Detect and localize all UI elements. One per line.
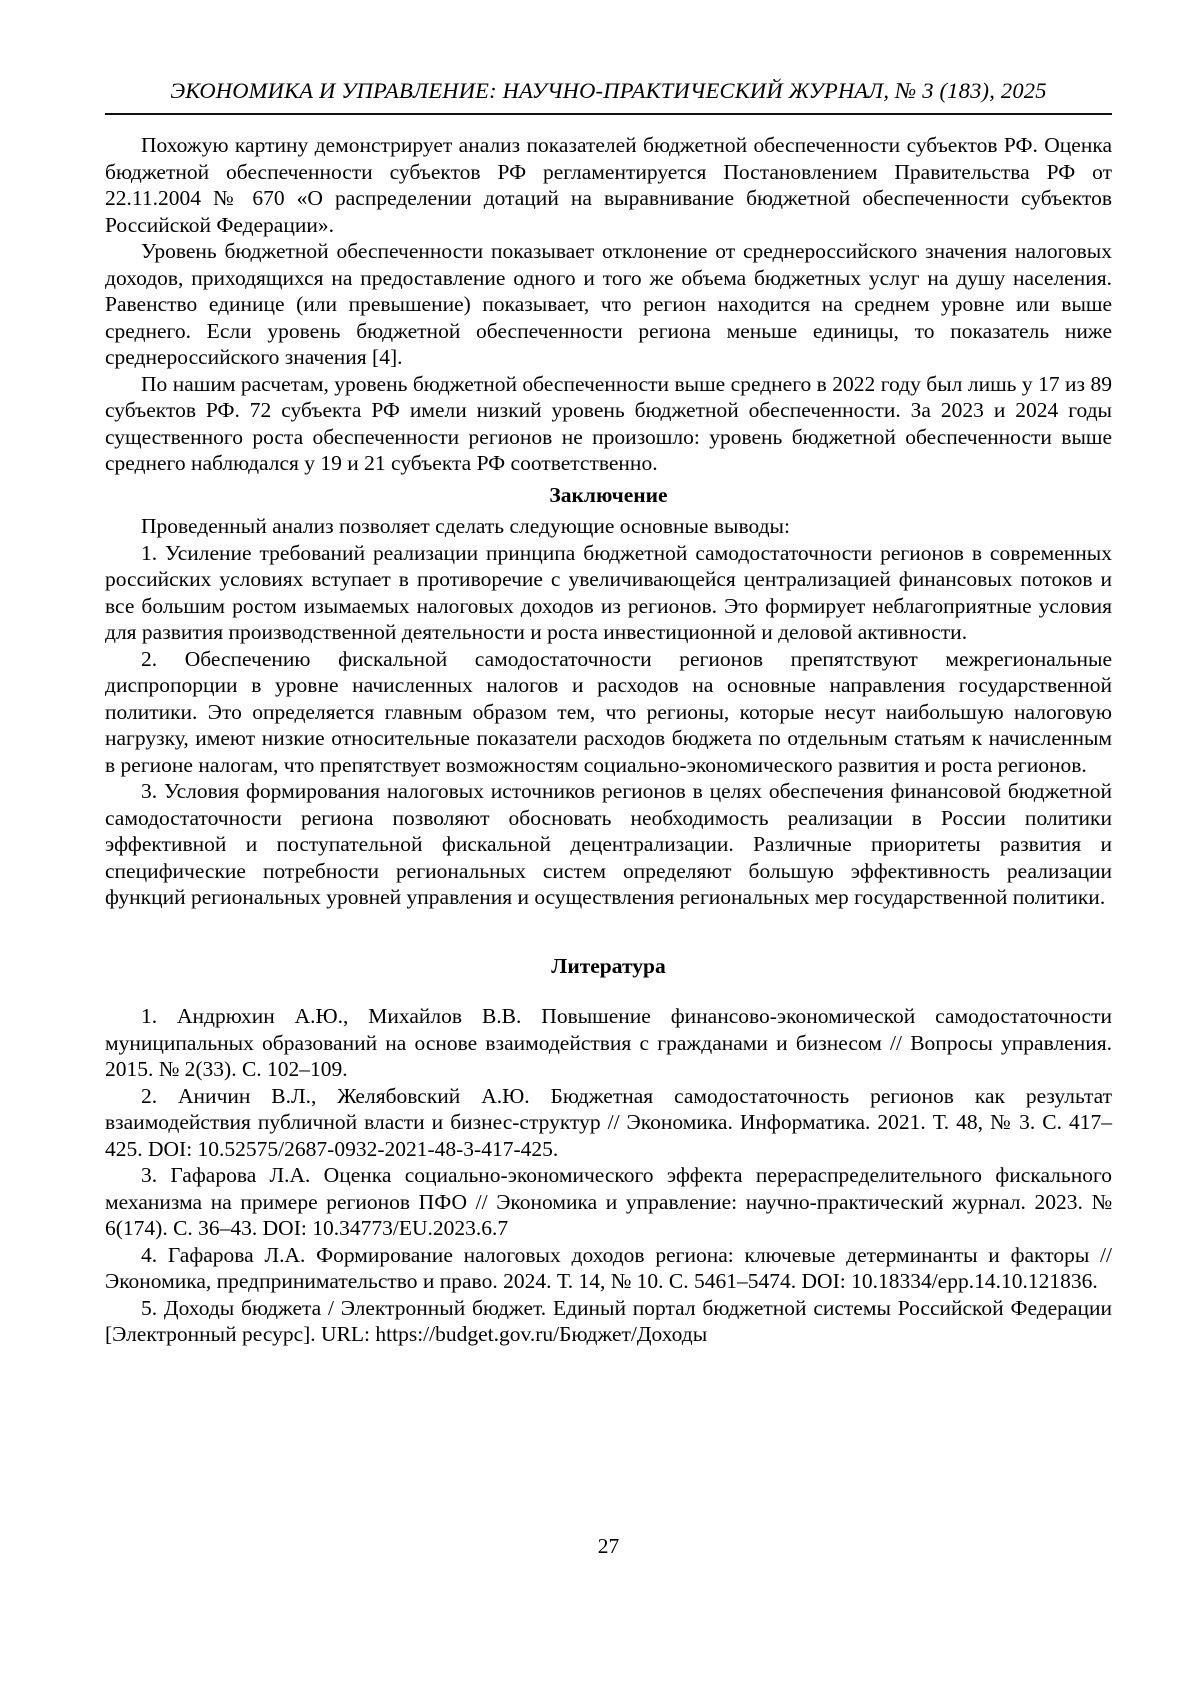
paragraph-budget-provision-intro: Похожую картину демонстрирует анализ показателей бюджетной обеспеченности субъектов РФ. Оценка бюджетной обеспеченности субъектов РФ регламентируется Постановлением Правительства РФ от 22.11.2004 № 670 «О распределении дотаций на выравнивание бюджетной обеспеченности субъектов Российской Федерации».: [105, 133, 1112, 237]
page-number: 27: [597, 1534, 620, 1558]
paragraph-budget-provision-calculations: По нашим расчетам, уровень бюджетной обеспеченности выше среднего в 2022 году был лишь у 17 из 89 субъектов РФ. 72 субъекта РФ имели низкий уровень бюджетной обеспеченности. За 2023 и 2024 годы существенного роста обеспеченности регионов не произошло: уровень бюджетной обеспеченности выше среднего наблюдался у 19 и 21 субъекта РФ соответственно.: [105, 371, 1112, 475]
conclusion-heading: Заключение: [549, 482, 668, 507]
reference-item-2: 2. Аничин В.Л., Желябовский А.Ю. Бюджетная самодостаточность регионов как результат взаимодействия публичной власти и бизнес-структур // Экономика. Информатика. 2021. Т. 48, № 3. С. 417–425. DOI: 10.52575/2687-0932-2021-48-3-417-425.: [105, 1083, 1112, 1161]
reference-item-3: 3. Гафарова Л.А. Оценка социально-экономического эффекта перераспределительного фискального механизма на примере регионов ПФО // Экономика и управление: научно-практический журнал. 2023. № 6(174). С. 36–43. DOI: 10.34773/EU.2023.6.7: [105, 1163, 1112, 1240]
conclusion-item-2: 2. Обеспечению фискальной самодостаточности регионов препятствуют межрегиональные диспропорции в уровне начисленных налогов и расходов на основные направления государственной политики. Это определяется главным образом тем, что регионы, которые несут наибольшую налоговую нагрузку, имеют низкие относительные показатели расходов бюджета по отдельным статьям к начисленным в регионе налогам, что препятствует возможностям социально-экономического развития и роста регионов.: [105, 646, 1112, 777]
paragraph-budget-provision-level: Уровень бюджетной обеспеченности показывает отклонение от среднероссийского значения налоговых доходов, приходящихся на предоставление одного и того же объема бюджетных услуг на душу населения. Равенство единице (или превышение) показывает, что регион находится на среднем уровне или выше среднего. Если уровень бюджетной обеспеченности региона меньше единицы, то показатель ниже среднероссийского значения [4].: [105, 239, 1112, 369]
reference-item-5: 5. Доходы бюджета / Электронный бюджет. Единый портал бюджетной системы Российской Федерации [Электронный ресурс]. URL: https://budget.gov.ru/Бюджет/Доходы: [105, 1295, 1112, 1346]
reference-item-4: 4. Гафарова Л.А. Формирование налоговых доходов региона: ключевые детерминанты и факторы // Экономика, предпринимательство и право. 2024. Т. 14, № 10. С. 5461–5474. DOI: 10.18334/epp.14.10.121836.: [105, 1242, 1112, 1293]
conclusion-lead: Проведенный анализ позволяет сделать следующие основные выводы:: [141, 514, 790, 538]
references-heading: Литература: [551, 953, 666, 978]
text-block: [105, 78, 1112, 1348]
article-body: [105, 132, 1112, 1348]
conclusion-item-1: 1. Усиление требований реализации принципа бюджетной самодостаточности регионов в современных российских условиях вступает в противоречие с увеличивающейся централизацией финансовых потоков и все большим ростом изымаемых налоговых доходов из регионов. Это формирует неблагоприятные условия для развития производственной деятельности и роста инвестиционной и деловой активности.: [105, 540, 1112, 644]
reference-item-1: 1. Андрюхин А.Ю., Михайлов В.В. Повышение финансово-экономической самодостаточности муниципальных образований на основе взаимодействия с гражданами и бизнесом // Вопросы управления. 2015. № 2(33). С. 102–109.: [105, 1004, 1112, 1081]
journal-title: ЭКОНОМИКА И УПРАВЛЕНИЕ: НАУЧНО-ПРАКТИЧЕСКИЙ ЖУРНАЛ, № 3 (183), 2025: [170, 78, 1047, 103]
journal-header: [105, 78, 1112, 115]
conclusion-item-3: 3. Условия формирования налоговых источников регионов в целях обеспечения финансовой бюджетной самодостаточности региона позволяют обосновать необходимость реализации в России политики эффективной и поступательной фискальной децентрализации. Различные приоритеты развития и специфические потребности региональных систем определяют большую эффективность реализации функций региональных уровней управления и осуществления региональных мер государственной политики.: [105, 779, 1112, 909]
